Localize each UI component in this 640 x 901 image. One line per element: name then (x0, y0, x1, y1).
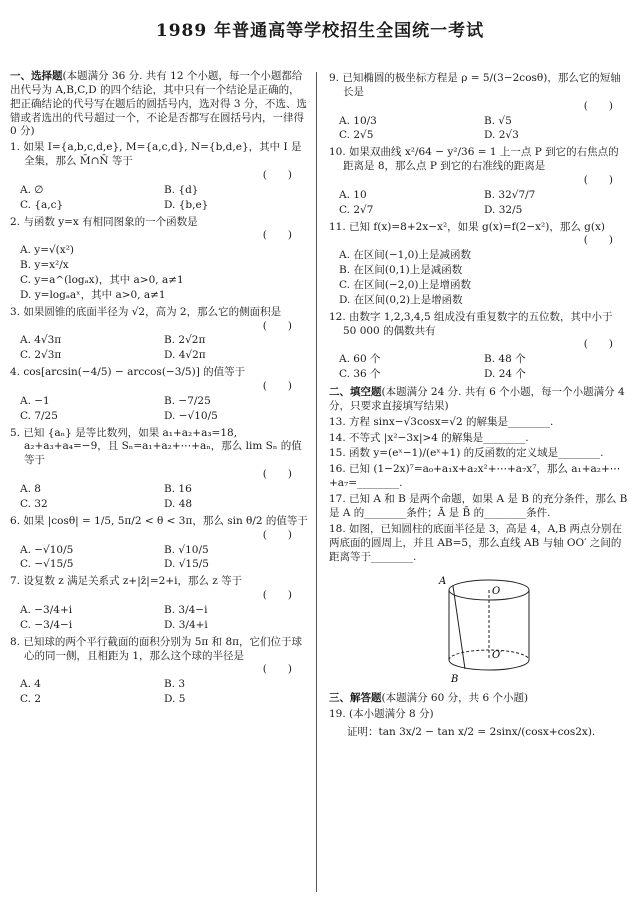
option: D. −√10/5 (164, 409, 218, 422)
option: D. y=logₐaˣ，其中 a>0, a≠1 (20, 288, 166, 301)
answer-bracket: ( ) (262, 589, 292, 602)
question-stem: 10. 如果双曲线 x²/64 − y²/36 = 1 上一点 P 到它的右焦点的距离是 8，那么点 P 到它的右准线的距离是 (329, 146, 619, 173)
section2-intro: (本题满分 24 分. 共有 6 个小题，每一个小题满分 4 分，只要求直接填写结果) (329, 386, 625, 412)
option: A. −1 (20, 394, 50, 407)
fig-label-o-prime: O′ (492, 650, 503, 662)
option: C. −3/4−i (20, 618, 73, 631)
left-question (10, 515, 308, 572)
option: A. −3/4+i (20, 603, 73, 616)
left-question (10, 216, 308, 303)
option: D. 在区间(0,2)上是增函数 (339, 293, 463, 306)
options (329, 115, 629, 144)
question-stem: 1. 如果 I={a,b,c,d,e}, M={a,c,d}, N={b,d,e}，其中 I 是全集，那么 M̄∩N̄ 等于 (10, 141, 302, 168)
option: C. 7/25 (20, 409, 58, 422)
option: D. 4√2π (164, 349, 206, 362)
q19-label: 19. (本小题满分 8 分) (329, 708, 434, 721)
fig-label-o: O (492, 586, 501, 598)
option: C. −√15/5 (20, 558, 74, 571)
left-question (10, 306, 308, 363)
question-stem: 4. cos[arcsin(−4/5) − arccos(−3/5)] 的值等于 (10, 366, 246, 379)
options (10, 334, 308, 363)
fill-items (329, 416, 629, 565)
right-question (329, 311, 629, 382)
options (10, 395, 308, 424)
option: C. y=a^(logₐx)，其中 a>0, a≠1 (20, 274, 184, 287)
answer-bracket: ( ) (262, 468, 292, 481)
question-stem: 8. 已知球的两个平行截面的面积分别为 5π 和 8π，它们位于球心的同一侧，且相距为 1，那么这个球的半径是 (10, 635, 303, 662)
left-question (10, 366, 308, 423)
left-question (10, 575, 308, 632)
option: A. 8 (20, 483, 41, 496)
options (10, 604, 308, 633)
fill-in-question: 16. 已知 (1−2x)⁷=a₀+a₁x+a₂x²+⋯+a₇x⁷，那么 a₁+a₂+⋯+a₇=________. (329, 463, 621, 490)
option: C. 在区间(−2,0)上是增函数 (339, 279, 472, 292)
fill-in-question: 14. 不等式 |x²−3x|>4 的解集是________. (329, 431, 529, 444)
answer-bracket: ( ) (583, 234, 613, 247)
option: B. 32√7/7 (484, 188, 536, 201)
fill-in-question: 15. 函数 y=(eˣ−1)/(eˣ+1) 的反函数的定义域是________. (329, 447, 604, 460)
option: D. 2√3 (484, 129, 519, 142)
option: D. 5 (164, 693, 186, 706)
question-stem: 9. 已知椭圆的极坐标方程是 ρ = 5/(3−2cosθ)，那么它的短轴长是 (329, 72, 621, 98)
answer-bracket: ( ) (262, 229, 292, 242)
option: B. y=x²/x (20, 259, 69, 272)
fill-in-question: 17. 已知 A 和 B 是两个命题，如果 A 是 B 的充分条件，那么 B 是 A 的________条件；Ā 是 B̄ 的________条件. (329, 493, 628, 519)
option: B. 2√2π (164, 334, 206, 347)
option: B. 16 (164, 483, 192, 496)
left-questions (10, 141, 308, 707)
option: A. 4 (20, 678, 41, 691)
option: C. 2 (20, 693, 42, 706)
question-stem: 3. 如果圆锥的底面半径为 √2，高为 2，那么它的侧面积是 (10, 305, 282, 318)
options (10, 678, 308, 707)
option: B. −7/25 (164, 394, 211, 407)
answer-bracket: ( ) (262, 380, 292, 393)
option: A. 在区间(−1,0)上是减函数 (339, 249, 471, 262)
left-question (10, 141, 308, 212)
question-stem: 6. 如果 |cosθ| = 1/5, 5π/2 < θ < 3π，那么 sin θ/2 的值等于 (10, 514, 308, 527)
section1-block (10, 70, 308, 139)
option: A. ∅ (20, 183, 44, 196)
fig-label-b: B (451, 674, 459, 686)
option: B. 48 个 (484, 353, 526, 366)
section1-intro: (本题满分 36 分. 共有 12 个小题，每一个小题都给出代号为 A,B,C,D 的四个结论，其中只有一个结论是正确的，把正确结论的代号写在题后的圆括号内，选对得 3 分，不选、选错或者选出的代号超过一个，不论是否都写在圆括号内，一律得 0 分) (10, 70, 307, 138)
fill-in-question: 18. 如图，已知圆柱的底面半径是 3，高是 4，A,B 两点分别在两底面的圆周上，并且 AB=5，那么直线 AB 与轴 OO′ 之间的距离等于________. (329, 522, 623, 563)
option: B. {d} (164, 183, 199, 196)
right-question (329, 221, 629, 308)
left-question (10, 427, 308, 512)
option: A. 10 (339, 188, 367, 201)
option: C. {a,c} (20, 198, 64, 211)
option: B. √10/5 (164, 543, 209, 556)
cylinder-svg (429, 568, 549, 688)
section3-intro: (本题满分 60 分，共 6 个小题) (381, 692, 529, 705)
option: C. 2√3π (20, 349, 62, 362)
q19-proof: 证明：tan 3x/2 − tan x/2 = 2sinx/(cosx+cos2x). (347, 726, 596, 739)
answer-bracket: ( ) (262, 528, 292, 541)
answer-bracket: ( ) (583, 338, 613, 351)
option: D. 32/5 (484, 203, 523, 216)
right-question (329, 146, 629, 217)
option: B. 3/4−i (164, 603, 208, 616)
cylinder-figure (429, 568, 549, 688)
column-divider (316, 72, 317, 892)
left-question (10, 636, 308, 707)
option: C. 2√7 (339, 203, 374, 216)
answer-bracket: ( ) (262, 663, 292, 676)
option: C. 2√5 (339, 129, 374, 142)
right-questions (329, 72, 629, 382)
options (329, 189, 629, 218)
section3-heading: 三、解答题 (329, 692, 382, 705)
answer-bracket: ( ) (262, 319, 292, 332)
option: A. −√10/5 (20, 543, 74, 556)
section1-heading: 一、选择题 (10, 70, 63, 82)
section2-block (329, 386, 629, 414)
option: A. 60 个 (339, 353, 381, 366)
question-stem: 7. 设复数 z 满足关系式 z+|z̄|=2+i，那么 z 等于 (10, 575, 243, 588)
option: B. 3 (164, 678, 186, 691)
fill-in-question: 13. 方程 sinx−√3cosx=√2 的解集是________. (329, 415, 554, 428)
option: D. 24 个 (484, 368, 526, 381)
section3-block (329, 692, 629, 706)
question-stem: 11. 已知 f(x)=8+2x−x²，如果 g(x)=f(2−x²)，那么 g(x) (329, 220, 606, 233)
exam-title: 1989 年普通高等学校招生全国统一考试 (155, 21, 485, 41)
fig-label-a: A (439, 576, 447, 588)
options (10, 244, 308, 302)
option: B. 在区间(0,1)上是减函数 (339, 264, 463, 277)
option: A. 10/3 (339, 114, 377, 127)
option: D. {b,e} (164, 198, 209, 211)
option: A. 4√3π (20, 334, 62, 347)
options (10, 184, 308, 213)
option: B. √5 (484, 114, 512, 127)
right-question (329, 72, 629, 143)
option: C. 36 个 (339, 368, 381, 381)
option: A. y=√(x²) (20, 244, 75, 257)
answer-bracket: ( ) (583, 99, 613, 112)
options (329, 249, 629, 307)
options (329, 353, 629, 382)
option: D. √15/5 (164, 558, 209, 571)
question-stem: 5. 已知 {aₙ} 是等比数列，如果 a₁+a₂+a₃=18, a₂+a₃+a₄=−9，且 Sₙ=a₁+a₂+⋯+aₙ，那么 lim Sₙ 的值等于 (10, 426, 302, 467)
right-column (329, 70, 629, 740)
option: C. 32 (20, 497, 48, 510)
option: D. 48 (164, 497, 193, 510)
options (10, 544, 308, 573)
question-stem: 2. 与函数 y=x 有相同图象的一个函数是 (10, 215, 198, 228)
option: D. 3/4+i (164, 618, 208, 631)
options (10, 483, 308, 512)
answer-bracket: ( ) (262, 169, 292, 182)
left-column (10, 70, 308, 710)
answer-bracket: ( ) (583, 174, 613, 187)
question-stem: 12. 由数字 1,2,3,4,5 组成没有重复数字的五位数，其中小于 50 000 的偶数共有 (329, 310, 613, 337)
section2-heading: 二、填空题 (329, 386, 382, 399)
